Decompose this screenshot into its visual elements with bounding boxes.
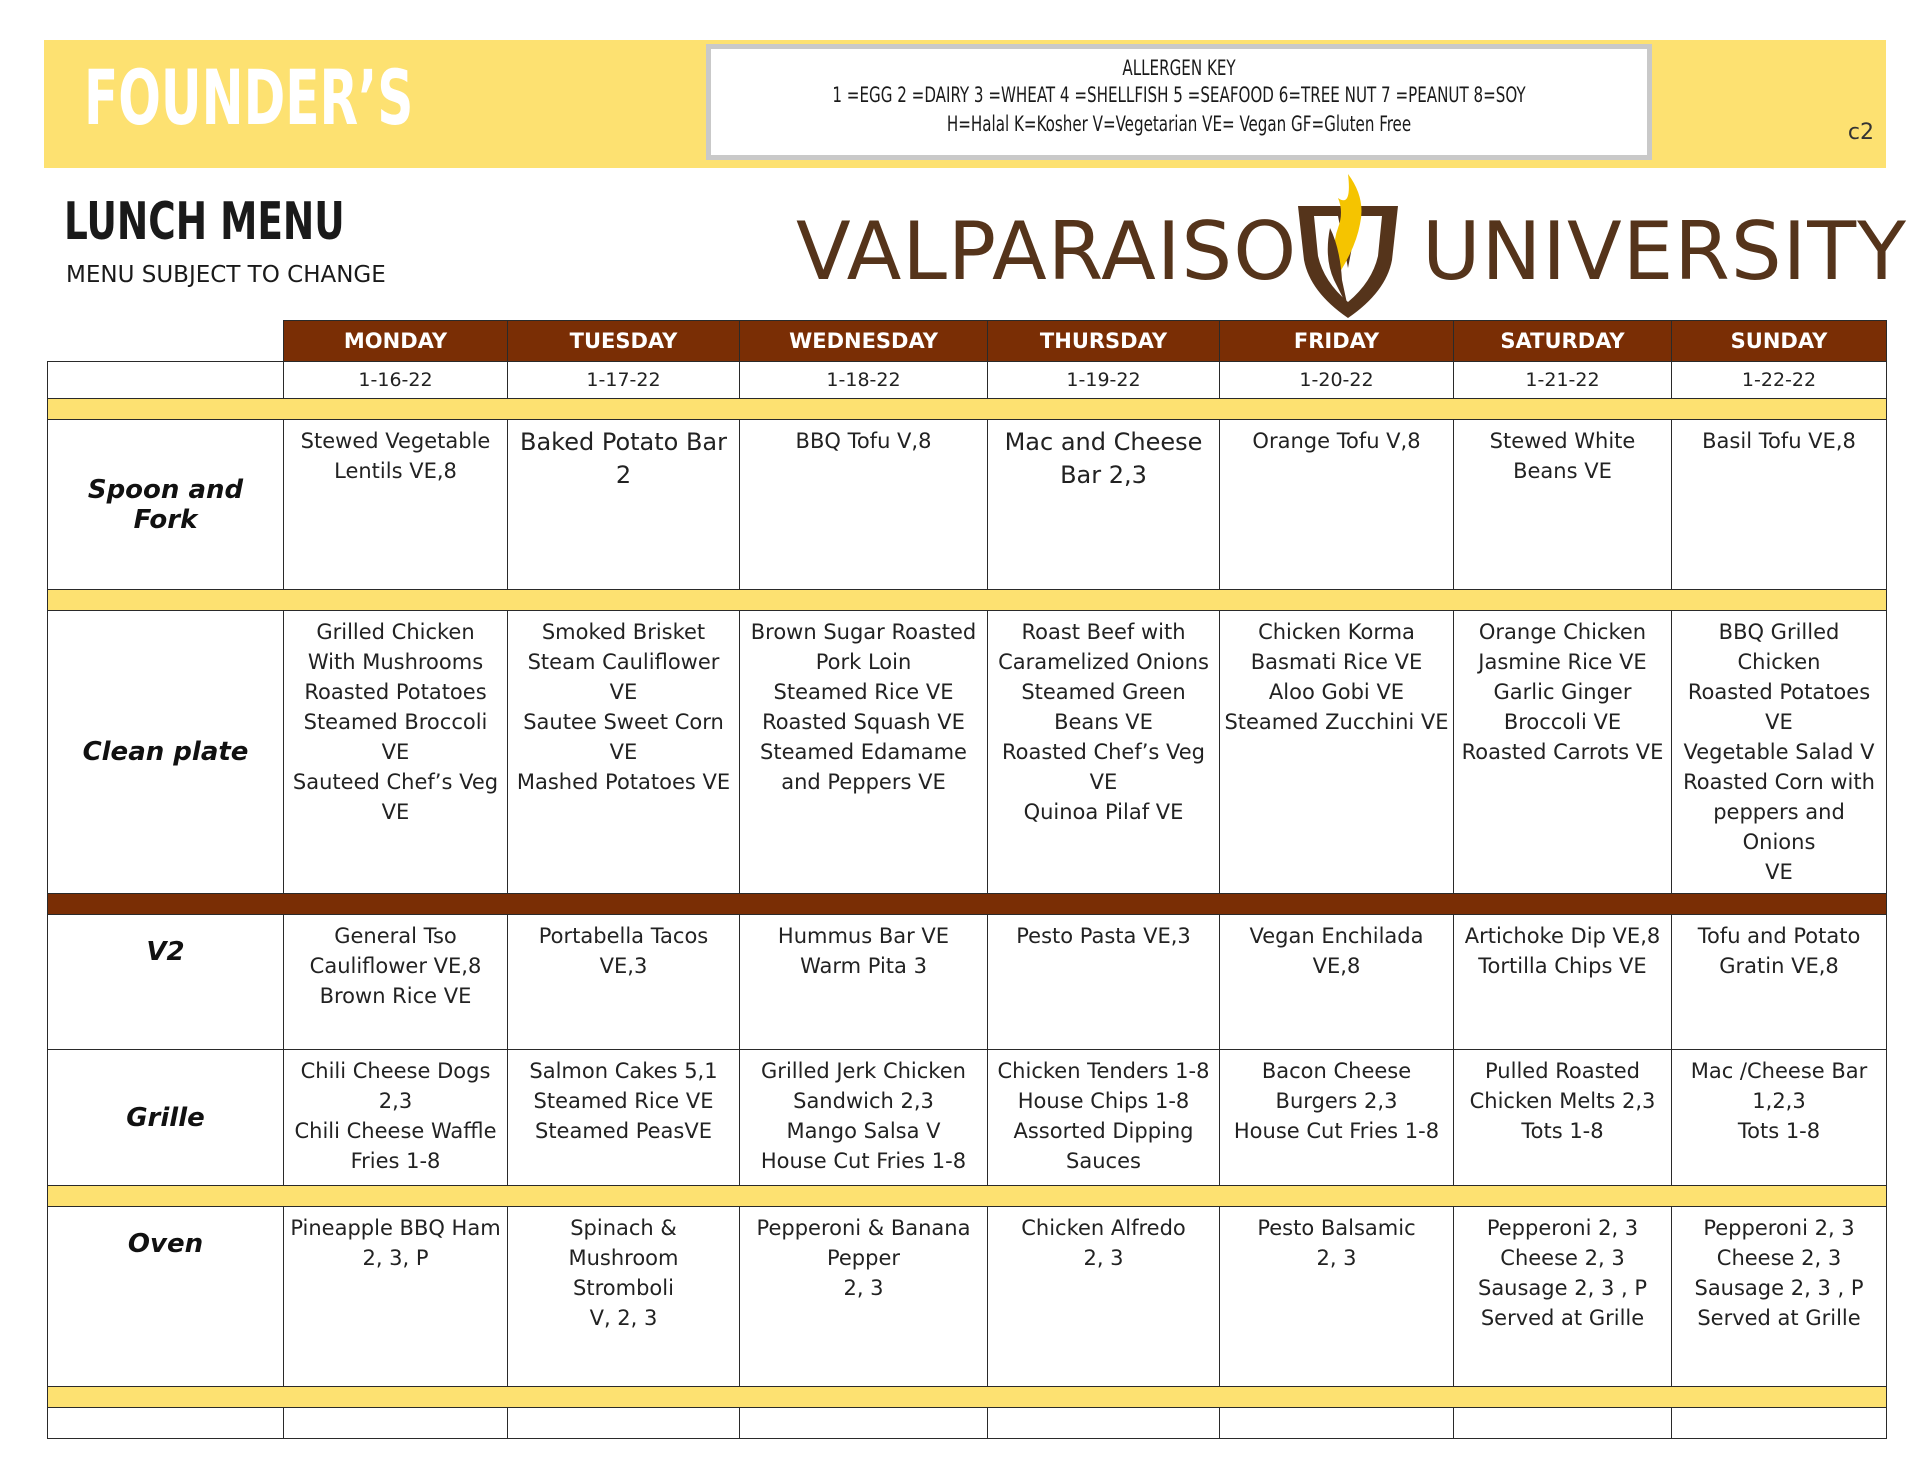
empty-cell — [1220, 1408, 1454, 1439]
date-cell: 1-21-22 — [1454, 362, 1672, 399]
menu-code: c2 — [1847, 120, 1874, 145]
empty-cell — [1454, 1408, 1672, 1439]
menu-item-cell: Mac and Cheese Bar 2,3 — [988, 420, 1220, 590]
menu-item-cell: Spinach & Mushroom Stromboli V, 2, 3 — [508, 1207, 740, 1387]
menu-item-cell: Hummus Bar VE Warm Pita 3 — [740, 915, 988, 1050]
empty-cell — [48, 1408, 284, 1439]
date-cell: 1-18-22 — [740, 362, 988, 399]
empty-row — [48, 1408, 1887, 1439]
day-header: MONDAY — [284, 321, 508, 362]
menu-item-cell: Pineapple BBQ Ham 2, 3, P — [284, 1207, 508, 1387]
station-row-spoon-and-fork — [48, 420, 1887, 590]
day-header: TUESDAY — [508, 321, 740, 362]
menu-item-cell: Stewed White Beans VE — [1454, 420, 1672, 590]
separator — [48, 894, 1887, 915]
menu-item-cell: Artichoke Dip VE,8 Tortilla Chips VE — [1454, 915, 1672, 1050]
menu-item-cell: Orange Tofu V,8 — [1220, 420, 1454, 590]
station-row-clean-plate — [48, 611, 1887, 894]
menu-item-cell: General Tso Cauliflower VE,8 Brown Rice VE — [284, 915, 508, 1050]
menu-item-cell: Chili Cheese Dogs 2,3 Chili Cheese Waffle Fries 1-8 — [284, 1050, 508, 1186]
menu-item-cell: Chicken Alfredo 2, 3 — [988, 1207, 1220, 1387]
menu-item-cell: Grilled Jerk Chicken Sandwich 2,3 Mango Salsa V House Cut Fries 1-8 — [740, 1050, 988, 1186]
day-header: THURSDAY — [988, 321, 1220, 362]
station-row-v2 — [48, 915, 1887, 1050]
date-cell: 1-22-22 — [1672, 362, 1887, 399]
shield-flame-icon — [1290, 168, 1406, 322]
allergen-key-line-1: 1 =EGG 2 =DAIRY 3 =WHEAT 4 =SHELLFISH 5 =SEAFOOD 6=TREE NUT 7 =PEANUT 8=SOY — [832, 83, 1526, 107]
menu-item-cell: Grilled Chicken With Mushrooms Roasted Potatoes Steamed Broccoli VE Sauteed Chef’s Veg VE — [284, 611, 508, 894]
date-cell: 1-20-22 — [1220, 362, 1454, 399]
separator-row — [48, 894, 1887, 915]
day-header: SATURDAY — [1454, 321, 1672, 362]
allergen-key-title: ALLERGEN KEY — [1122, 56, 1236, 80]
menu-item-cell: Portabella Tacos VE,3 — [508, 915, 740, 1050]
station-name: V2 — [48, 915, 284, 1050]
empty-cell — [1672, 1408, 1887, 1439]
empty-cell — [508, 1408, 740, 1439]
day-header: WEDNESDAY — [740, 321, 988, 362]
menu-item-cell: Brown Sugar Roasted Pork Loin Steamed Rice VE Roasted Squash VE Steamed Edamame and Peppers VE — [740, 611, 988, 894]
logo-text-right: UNIVERSITY — [1422, 205, 1907, 298]
menu-item-cell: Vegan Enchilada VE,8 — [1220, 915, 1454, 1050]
station-row-grille — [48, 1050, 1887, 1186]
station-row-oven — [48, 1207, 1887, 1387]
lunch-menu-table — [47, 320, 1887, 1439]
station-name: Grille — [48, 1050, 284, 1186]
header-banner — [44, 40, 1886, 168]
allergen-key-line-2: H=Halal K=Kosher V=Vegetarian VE= Vegan GF=Gluten Free — [946, 112, 1412, 136]
university-logo — [796, 168, 1907, 322]
menu-item-cell: Stewed Vegetable Lentils VE,8 — [284, 420, 508, 590]
menu-item-cell: Pepperoni & Banana Pepper 2, 3 — [740, 1207, 988, 1387]
station-name: Oven — [48, 1207, 284, 1387]
empty-cell — [988, 1408, 1220, 1439]
menu-subtitle: MENU SUBJECT TO CHANGE — [66, 262, 386, 288]
menu-item-cell: BBQ Grilled Chicken Roasted Potatoes VE Vegetable Salad V Roasted Corn with peppers and Onions VE — [1672, 611, 1887, 894]
day-header-row — [48, 321, 1887, 362]
menu-item-cell: Tofu and Potato Gratin VE,8 — [1672, 915, 1887, 1050]
separator-row — [48, 1387, 1887, 1408]
empty-cell — [284, 1408, 508, 1439]
menu-item-cell: Orange Chicken Jasmine Rice VE Garlic Ginger Broccoli VE Roasted Carrots VE — [1454, 611, 1672, 894]
menu-item-cell: Pesto Balsamic 2, 3 — [1220, 1207, 1454, 1387]
date-row-label — [48, 362, 284, 399]
menu-item-cell: Basil Tofu VE,8 — [1672, 420, 1887, 590]
date-row — [48, 362, 1887, 399]
menu-item-cell: Pulled Roasted Chicken Melts 2,3 Tots 1-8 — [1454, 1050, 1672, 1186]
separator — [48, 1387, 1887, 1408]
corner-cell — [48, 321, 284, 362]
separator-row — [48, 590, 1887, 611]
restaurant-name: FOUNDER’S — [84, 53, 414, 142]
date-cell: 1-16-22 — [284, 362, 508, 399]
menu-item-cell: Chicken Tenders 1-8 House Chips 1-8 Assorted Dipping Sauces — [988, 1050, 1220, 1186]
menu-item-cell: Chicken Korma Basmati Rice VE Aloo Gobi VE Steamed Zucchini VE — [1220, 611, 1454, 894]
allergen-key — [706, 44, 1652, 160]
menu-title: LUNCH MENU — [64, 192, 345, 252]
separator — [48, 590, 1887, 611]
logo-text-left: VALPARAISO — [796, 205, 1298, 298]
separator-row — [48, 1186, 1887, 1207]
station-name: Clean plate — [48, 611, 284, 894]
menu-item-cell: Pesto Pasta VE,3 — [988, 915, 1220, 1050]
menu-item-cell: Salmon Cakes 5,1 Steamed Rice VE Steamed PeasVE — [508, 1050, 740, 1186]
separator-row — [48, 399, 1887, 420]
menu-item-cell: Baked Potato Bar 2 — [508, 420, 740, 590]
empty-cell — [740, 1408, 988, 1439]
date-cell: 1-17-22 — [508, 362, 740, 399]
menu-item-cell: Smoked Brisket Steam Cauliflower VE Sautee Sweet Corn VE Mashed Potatoes VE — [508, 611, 740, 894]
menu-item-cell: Pepperoni 2, 3 Cheese 2, 3 Sausage 2, 3 , P Served at Grille — [1454, 1207, 1672, 1387]
day-header: FRIDAY — [1220, 321, 1454, 362]
station-name: Spoon and Fork — [48, 420, 284, 590]
date-cell: 1-19-22 — [988, 362, 1220, 399]
menu-item-cell: Roast Beef with Caramelized Onions Steamed Green Beans VE Roasted Chef’s Veg VE Quinoa Pilaf VE — [988, 611, 1220, 894]
separator — [48, 399, 1887, 420]
separator — [48, 1186, 1887, 1207]
menu-item-cell: Pepperoni 2, 3 Cheese 2, 3 Sausage 2, 3 , P Served at Grille — [1672, 1207, 1887, 1387]
menu-item-cell: BBQ Tofu V,8 — [740, 420, 988, 590]
day-header: SUNDAY — [1672, 321, 1887, 362]
menu-item-cell: Bacon Cheese Burgers 2,3 House Cut Fries 1-8 — [1220, 1050, 1454, 1186]
menu-item-cell: Mac /Cheese Bar 1,2,3 Tots 1-8 — [1672, 1050, 1887, 1186]
